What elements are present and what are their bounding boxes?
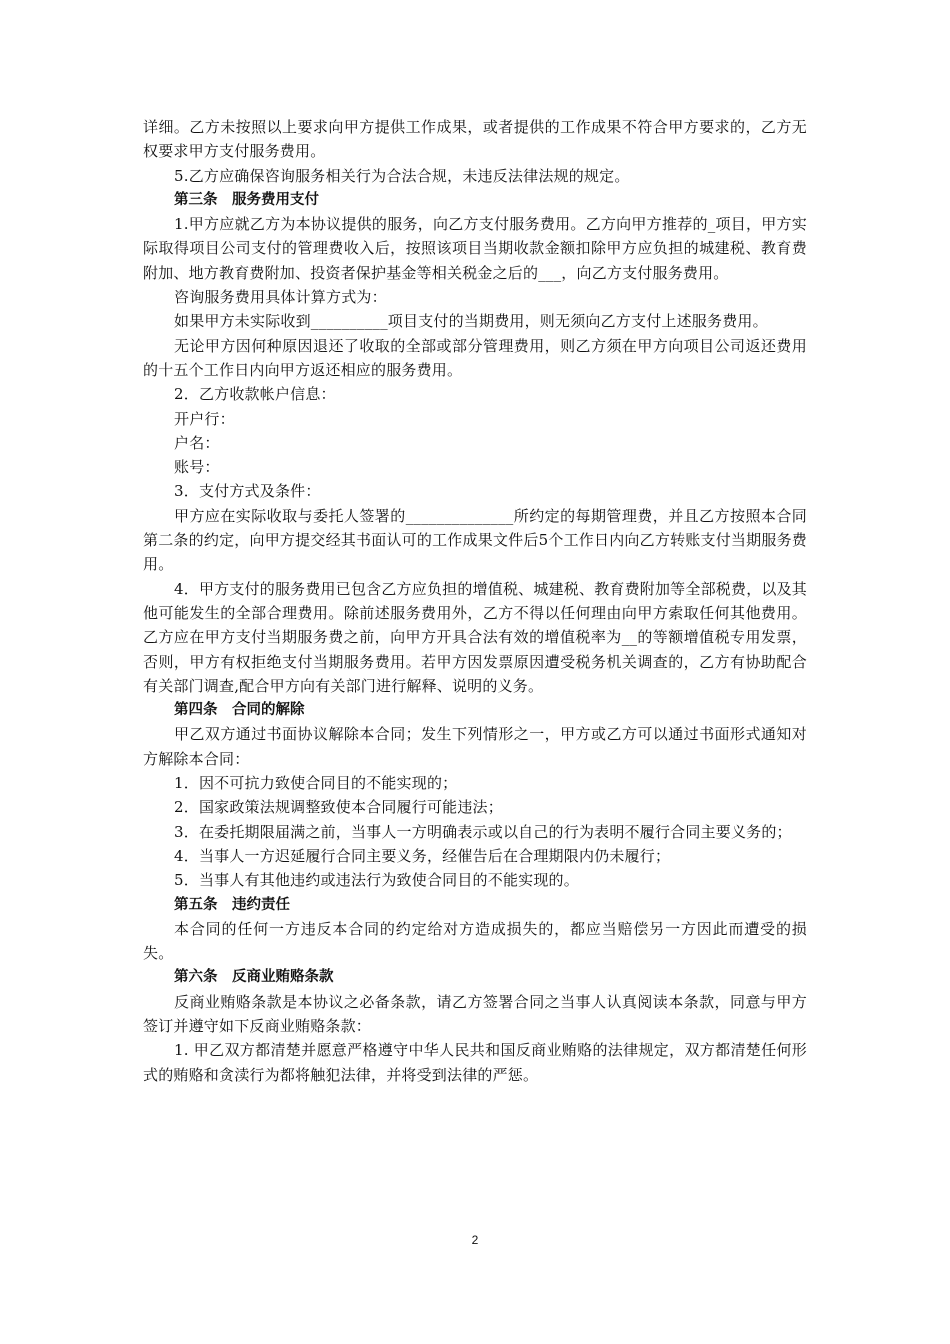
paragraph: 如果甲方未实际收到__________项目支付的当期费用，则无须向乙方支付上述服务费用。 [174, 312, 768, 331]
paragraph: 无论甲方因何种原因退还了收取的全部或部分管理费用，则乙方须在甲方向项目公司返还费用的十五个工作日内向甲方返还相应的服务费用。 [143, 336, 807, 379]
paragraph: 2．国家政策法规调整致使本合同履行可能违法； [174, 798, 503, 817]
paragraph: 咨询服务费用具体计算方式为： [174, 288, 387, 307]
paragraph: 5．当事人有其他违约或违法行为致使合同目的不能实现的。 [174, 871, 579, 890]
paragraph: 本合同的任何一方违反本合同的约定给对方造成损失的，都应当赔偿另一方因此而遭受的损失。 [143, 919, 807, 963]
paragraph: 4．当事人一方迟延履行合同主要义务，经催告后在合理期限内仍未履行； [174, 846, 671, 865]
paragraph: 反商业贿赂条款是本协议之必备条款，请乙方签署合同之当事人认真阅读本条款，同意与甲方签订并遵守如下反商业贿赂条款： [143, 992, 807, 1035]
page-number: 2 [471, 1233, 479, 1247]
section-heading: 第六条 反商业贿赂条款 [174, 969, 334, 986]
paragraph: 1．因不可抗力致使合同目的不能实现的； [174, 774, 458, 793]
section-heading: 第三条 服务费用支付 [174, 191, 319, 208]
paragraph: 甲乙双方通过书面协议解除本合同；发生下列情形之一，甲方或乙方可以通过书面形式通知对方解除本合同： [143, 725, 807, 768]
paragraph: 3．在委托期限届满之前，当事人一方明确表示或以自己的行为表明不履行合同主要义务的； [174, 822, 792, 841]
paragraph: 户名： [174, 433, 220, 452]
paragraph: 1.甲方应就乙方为本协议提供的服务，向乙方支付服务费用。乙方向甲方推荐的_项目，甲方实际取得项目公司支付的管理费收入后，按照该项目当期收款金额扣除甲方应负担的城建税、教育费附加、地方教育费附加、投资者保护基金等相关税金之后的___，向乙方支付服务费用。 [143, 215, 807, 282]
paragraph: 账号： [174, 458, 220, 477]
paragraph: 1. 甲乙双方都清楚并愿意严格遵守中华人民共和国反商业贿赂的法律规定，双方都清楚任何形式的贿赂和贪渎行为都将触犯法律，并将受到法律的严惩。 [143, 1041, 807, 1084]
paragraph: 甲方应在实际收取与委托人签署的______________所约定的每期管理费，并且乙方按照本合同第二条的约定，向甲方提交经其书面认可的工作成果文件后5个工作日内向乙方转账支付当期服务费用。 [143, 506, 807, 574]
paragraph: 开户行： [174, 409, 235, 428]
document-body [143, 115, 807, 1087]
paragraph: 详细。乙方未按照以上要求向甲方提供工作成果，或者提供的工作成果不符合甲方要求的，乙方无权要求甲方支付服务费用。 [143, 118, 807, 161]
paragraph: 3．支付方式及条件： [174, 482, 321, 501]
section-heading: 第四条 合同的解除 [174, 702, 305, 719]
paragraph: 5.乙方应确保咨询服务相关行为合法合规，未违反法律法规的规定。 [174, 166, 630, 185]
section-heading: 第五条 违约责任 [174, 896, 290, 913]
paragraph: 4．甲方支付的服务费用已包含乙方应负担的增值税、城建税、教育费附加等全部税费，以及其他可能发生的全部合理费用。除前述服务费用外，乙方不得以任何理由向甲方索取任何其他费用。乙方应在甲方支付当期服务费之前，向甲方开具合法有效的增值税率为__的等额增值税专用发票，否则，甲方有权拒绝支付当期服务费用。若甲方因发票原因遭受税务机关调查的，乙方有协助配合有关部门调查,配合甲方向有关部门进行解释、说明的义务。 [143, 579, 807, 695]
paragraph: 2．乙方收款帐户信息： [174, 385, 336, 404]
